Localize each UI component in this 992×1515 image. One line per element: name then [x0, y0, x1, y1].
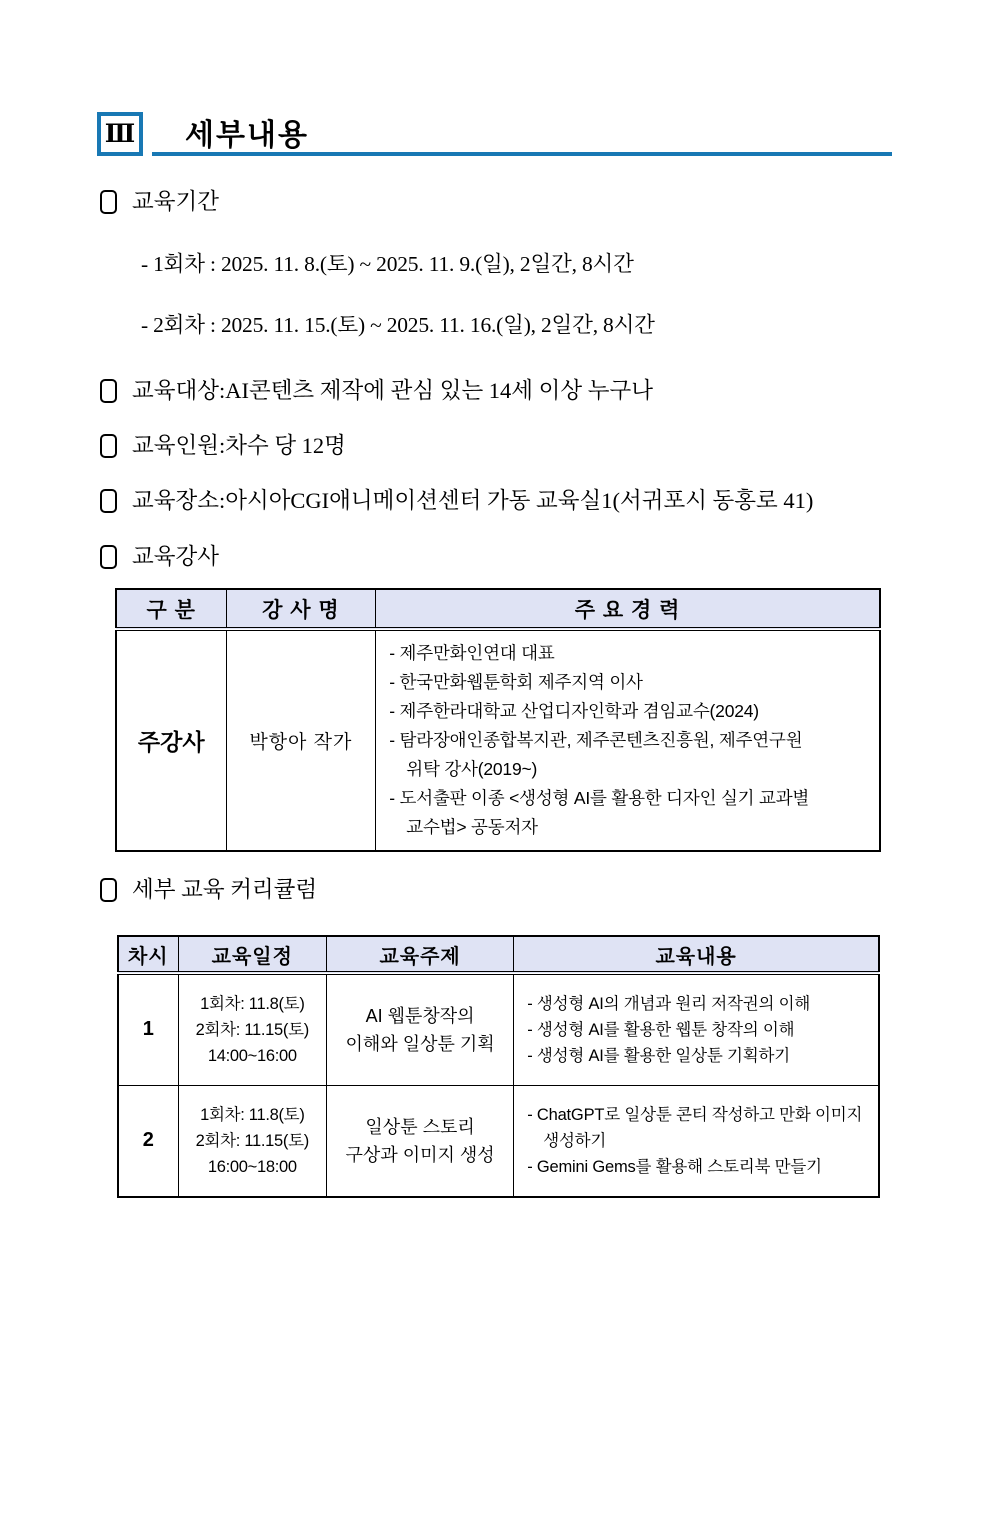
checkbox-icon — [100, 434, 117, 458]
checkbox-icon — [100, 190, 117, 214]
bullet-curriculum — [100, 875, 902, 905]
career-line: - 한국만화웹툰학회 제주지역 이사 — [389, 672, 643, 692]
topic-line: 구상과 이미지 생성 — [345, 1144, 495, 1165]
col-header-topic: 교육주제 — [327, 936, 514, 973]
section-number: Ⅲ — [104, 121, 136, 148]
topic-line: 이해와 일상툰 기획 — [345, 1033, 495, 1054]
content-line: - Gemini Gems를 활용해 스토리북 만들기 — [527, 1157, 822, 1176]
session-number: 1 — [118, 973, 178, 1085]
content-line: - ChatGPT로 일상툰 콘티 작성하고 만화 이미지 — [527, 1105, 863, 1124]
bullet-venue — [100, 486, 902, 516]
capacity-value: 차수 당 12명 — [225, 433, 346, 458]
session-schedule — [178, 973, 326, 1085]
schedule-line: 14:00~16:00 — [207, 1046, 297, 1065]
career-line: - 제주만화인연대 대표 — [389, 643, 555, 663]
col-header-career: 주 요 경 력 — [376, 589, 880, 629]
target-label: 교육대상 — [132, 378, 219, 403]
checkbox-icon — [100, 489, 117, 513]
instructor-name: 박항아 작가 — [226, 629, 376, 851]
curriculum-label: 세부 교육 커리큘럼 — [132, 877, 318, 902]
schedule-line: 1회차: 11.8(토) — [200, 1105, 305, 1124]
instructor-role: 주강사 — [116, 629, 226, 851]
document-page — [0, 112, 992, 1515]
period-label: 교육기간 — [132, 189, 219, 214]
table-header-row — [116, 589, 880, 629]
bullet-period — [100, 187, 902, 217]
instructor-career — [376, 629, 880, 851]
venue-label: 교육장소 — [132, 488, 219, 513]
period-item-2: - 2회차 : 2025. 11. 15.(토) ~ 2025. 11. 16.(일), 2일간, 8시간 — [141, 313, 655, 337]
session-schedule — [178, 1085, 326, 1197]
capacity-label: 교육인원 — [132, 433, 219, 458]
session-topic — [327, 973, 514, 1085]
target-value: AI콘텐츠 제작에 관심 있는 14세 이상 누구나 — [225, 378, 653, 403]
career-line-continuation: 교수법> 공동저자 — [406, 817, 538, 837]
target-separator: : — [218, 378, 226, 403]
venue-separator: : — [218, 488, 226, 513]
session-topic — [327, 1085, 514, 1197]
instructor-label: 교육강사 — [132, 544, 219, 569]
curriculum-table-head — [118, 936, 879, 973]
table-header-row — [118, 936, 879, 973]
content-line: - 생성형 AI를 활용한 일상툰 기획하기 — [527, 1046, 790, 1065]
bullet-target — [100, 376, 902, 406]
content-line: - 생성형 AI를 활용한 웹툰 창작의 이해 — [527, 1020, 795, 1039]
curriculum-table — [117, 935, 880, 1198]
topic-line: 일상툰 스토리 — [365, 1116, 475, 1137]
instructor-row — [116, 629, 880, 851]
col-header-name: 강 사 명 — [226, 589, 376, 629]
session-contents — [514, 973, 879, 1085]
career-line-continuation: 위탁 강사(2019~) — [406, 759, 538, 779]
col-header-schedule: 교육일정 — [178, 936, 326, 973]
schedule-line: 2회차: 11.15(토) — [195, 1131, 309, 1150]
col-header-session: 차시 — [118, 936, 178, 973]
content-line: - 생성형 AI의 개념과 원리 저작권의 이해 — [527, 994, 811, 1013]
schedule-line: 2회차: 11.15(토) — [195, 1020, 309, 1039]
instructor-table-head — [116, 589, 880, 629]
section-number-box — [97, 112, 143, 156]
bullet-capacity — [100, 431, 902, 461]
curriculum-row-2 — [118, 1085, 879, 1197]
instructor-table — [115, 588, 881, 852]
content-line-continuation: 생성하기 — [543, 1131, 607, 1150]
career-line: - 도서출판 이종 <생성형 AI를 활용한 디자인 실기 교과별 — [389, 788, 810, 808]
section-header — [97, 112, 892, 156]
career-line: - 제주한라대학교 산업디자인학과 겸임교수(2024) — [389, 701, 759, 721]
section-title-bar — [152, 112, 892, 156]
capacity-separator: : — [218, 433, 226, 458]
topic-line: AI 웹툰창작의 — [365, 1005, 475, 1026]
checkbox-icon — [100, 545, 117, 569]
session-number: 2 — [118, 1085, 178, 1197]
col-header-contents: 교육내용 — [514, 936, 879, 973]
schedule-line: 16:00~18:00 — [207, 1157, 297, 1176]
col-header-role: 구 분 — [116, 589, 226, 629]
career-line: - 탐라장애인종합복지관, 제주콘텐츠진흥원, 제주연구원 — [389, 730, 803, 750]
bullet-instructor — [100, 542, 902, 572]
page-title: 세부내용 — [185, 119, 309, 152]
curriculum-row-1 — [118, 973, 879, 1085]
period-item-1: - 1회차 : 2025. 11. 8.(토) ~ 2025. 11. 9.(일), 2일간, 8시간 — [141, 252, 634, 276]
session-contents — [514, 1085, 879, 1197]
checkbox-icon — [100, 379, 117, 403]
checkbox-icon — [100, 878, 117, 902]
schedule-line: 1회차: 11.8(토) — [200, 994, 305, 1013]
venue-value: 아시아CGI애니메이션센터 가동 교육실1(서귀포시 동홍로 41) — [225, 488, 814, 513]
